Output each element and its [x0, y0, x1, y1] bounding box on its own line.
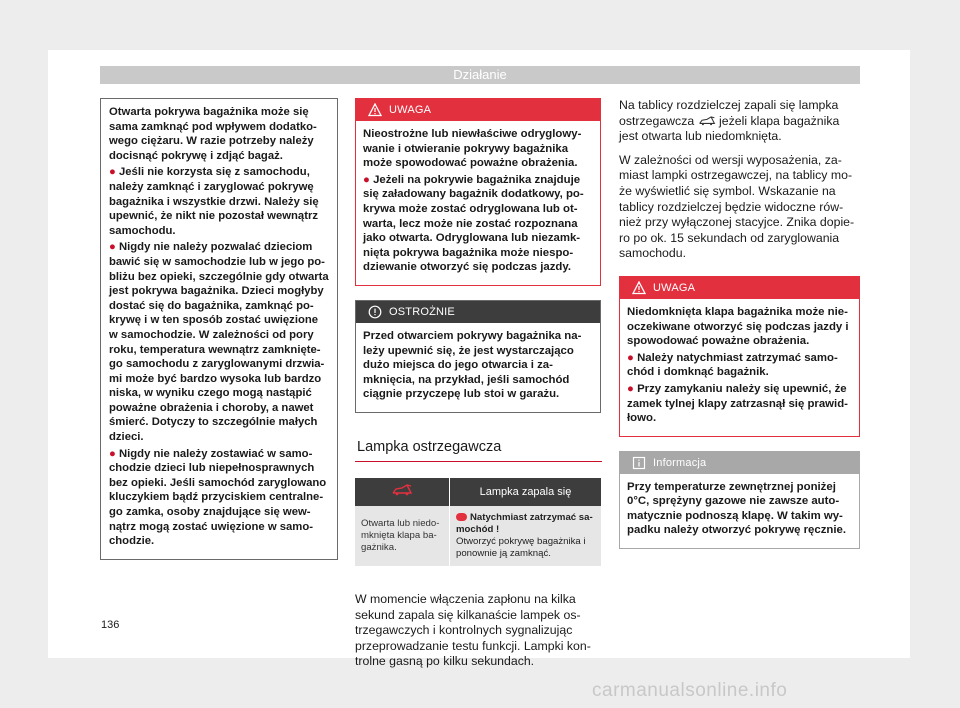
table-cell-action: Natychmiast zatrzymać sa-mochód ! Otworzyć pokrywę bagażnika i ponownie ją zamknąć.	[450, 506, 602, 566]
warning-triangle-icon	[368, 103, 382, 117]
warning-bullet: ● Nigdy nie należy pozwalać dzieciom bawić się w samochodzie lub w jego po-bliżu bez opieki, szczególnie gdy otwarta jest pokrywa bagażnika. Dzieci mogłyby dostać się do bagażnika, zamknąć po-krywę i w ten sposób zostać uwięzione w samochodzie. W zależności od pory roku, temperatura wewnątrz zamknięte-go samochodu z zaryglowanymi drzwia-mi może być bardzo wysoka lub bardzo niska, w wyniku czego mogą nastąpić poważne obrażenia i choroby, a nawet śmierć. Dotyczy to szczególnie małych dzieci.	[109, 241, 329, 444]
warning-intro: Nieostrożne lub niewłaściwe odryglowy-wanie i otwieranie pokrywy bagażnika może spowodować poważne obrażenia.	[363, 128, 582, 170]
stop-indicator-icon	[456, 513, 467, 521]
bullet-icon: ●	[627, 382, 634, 395]
caution-text: Przed otwarciem pokrywy bagażnika na-leży upewnić się, że jest wystarczająco dużo miejsca do jego otwarcia i za-mknięcia, na przykład, jeśli samochód ciągnie przyczepę lub stoi w garażu.	[363, 329, 582, 401]
warning-bullet: ● Jeśli nie korzysta się z samochodu, należy zamknąć i zaryglować pokrywę bagażnika i wszystkie drzwi. Należy się upewnić, że nikt nie pozostał wewnątrz samochodu.	[109, 166, 319, 237]
caution-label: OSTROŻNIE	[389, 305, 455, 318]
info-text: Przy temperaturze zewnętrznej poniżej 0°C, sprężyny gazowe nie zawsze auto-matycznie podnoszą klapę. W takim wy-padku należy otworzyć pokrywę ręcznie.	[627, 480, 847, 537]
bullet-icon: ●	[109, 241, 116, 254]
bullet-icon: ●	[627, 351, 634, 364]
table-header-icon-cell	[355, 478, 450, 506]
page-number: 136	[101, 619, 120, 631]
column-3	[619, 98, 860, 549]
table-row	[355, 506, 601, 566]
page-header: Działanie	[100, 66, 860, 84]
info-body	[620, 474, 859, 548]
car-trunk-open-icon	[391, 484, 413, 496]
lamp-table	[355, 478, 601, 566]
warning-continued-box	[100, 98, 338, 560]
bullet-icon: ●	[109, 166, 116, 179]
caution-box	[355, 300, 601, 413]
caution-header	[356, 301, 600, 323]
bullet-icon: ●	[109, 447, 116, 460]
warning-header	[620, 277, 859, 299]
warning-box	[619, 276, 860, 437]
warning-body	[356, 121, 600, 285]
warning-bullet: ● Nigdy nie należy zostawiać w samo-chodzie dzieci lub niepełnosprawnych bez opieki. Jeśli samochód zaryglowano kluczykiem bądź przyciskiem centralne-go zamka, osoby znajdujące się wew-nątrz mogą zostać uwięzione w samo-chodzie.	[109, 447, 327, 548]
caution-body	[356, 323, 600, 412]
info-box	[619, 451, 860, 549]
warning-header	[356, 99, 600, 121]
warning-bullet: ● Jeżeli na pokrywie bagażnika znajduje się załadowany bagażnik dodatkowy, po-krywa może zostać odryglowana lub ot-warta, lecz może nie zostać rozpoznana jako otwarta. Odryglowana lub niezamk-nięta pokrywa bagażnika może niespo-dziewanie otworzyć się podczas jazdy.	[363, 173, 584, 274]
warning-label: UWAGA	[653, 281, 696, 294]
paragraph-text: W zależności od wersji wyposażenia, za-miast lampki ostrzegawczej, na tablicy mo-że wyświetlić się symbol. Wskazanie na tablicy rozdzielczej będzie widoczne rów-nież przy wyłączonej stacyjce. Znika dopie-ro po ok. 15 sekundach od zaryglowania samochodu.	[619, 152, 855, 261]
warning-bullet: ● Należy natychmiast zatrzymać samo-chód i domknąć bagażnik.	[627, 351, 838, 379]
warning-triangle-icon	[632, 281, 646, 295]
caution-circle-icon	[368, 305, 382, 319]
warning-label: UWAGA	[389, 104, 432, 116]
info-icon	[632, 456, 646, 470]
bullet-icon: ●	[363, 173, 370, 186]
info-header	[620, 452, 859, 474]
car-trunk-open-icon	[698, 116, 716, 126]
watermark: carmanualsonline.info	[592, 680, 788, 701]
paragraph-text: W momencie włączenia zapłonu na kilka sekund zapala się kilkanaście lampek os-trzegawczych i kontrolnych sygnalizując przeprowadzanie testu funkcji. Lampki kon-trolne gasną po kilku sekundach.	[355, 591, 591, 669]
table-header-row	[355, 478, 601, 506]
paragraph-text: Na tablicy rozdzielczej zapali się lampka ostrzegawcza jeżeli klapa bagażnika jest otwarta lub niedomknięta.	[619, 98, 840, 144]
warning-bullet: ● Przy zamykaniu należy się upewnić, że zamek tylnej klapy zatrzasnął się prawid-łowo.	[627, 382, 848, 425]
column-1	[100, 98, 338, 560]
warning-intro: Niedomknięta klapa bagażnika może nie-oczekiwane otworzyć się podczas jazdy i spowodować poważne obrażenia.	[627, 305, 849, 348]
warning-continued-body	[101, 99, 337, 559]
section-title: Lampka ostrzegawcza	[355, 439, 602, 462]
warning-body	[620, 299, 859, 436]
info-label: Informacja	[653, 456, 707, 469]
table-cell-condition: Otwarta lub niedo-mknięta klapa ba-gażnika.	[355, 506, 450, 566]
column-2	[355, 98, 601, 678]
table-header-label: Lampka zapala się	[450, 478, 602, 506]
warning-box	[355, 98, 601, 286]
warning-intro: Otwarta pokrywa bagażnika może się sama zamknąć pod wpływem dodatko-wego ciężaru. W razie potrzeby należy docisnąć pokrywę i zdjąć bagaż.	[109, 106, 317, 162]
